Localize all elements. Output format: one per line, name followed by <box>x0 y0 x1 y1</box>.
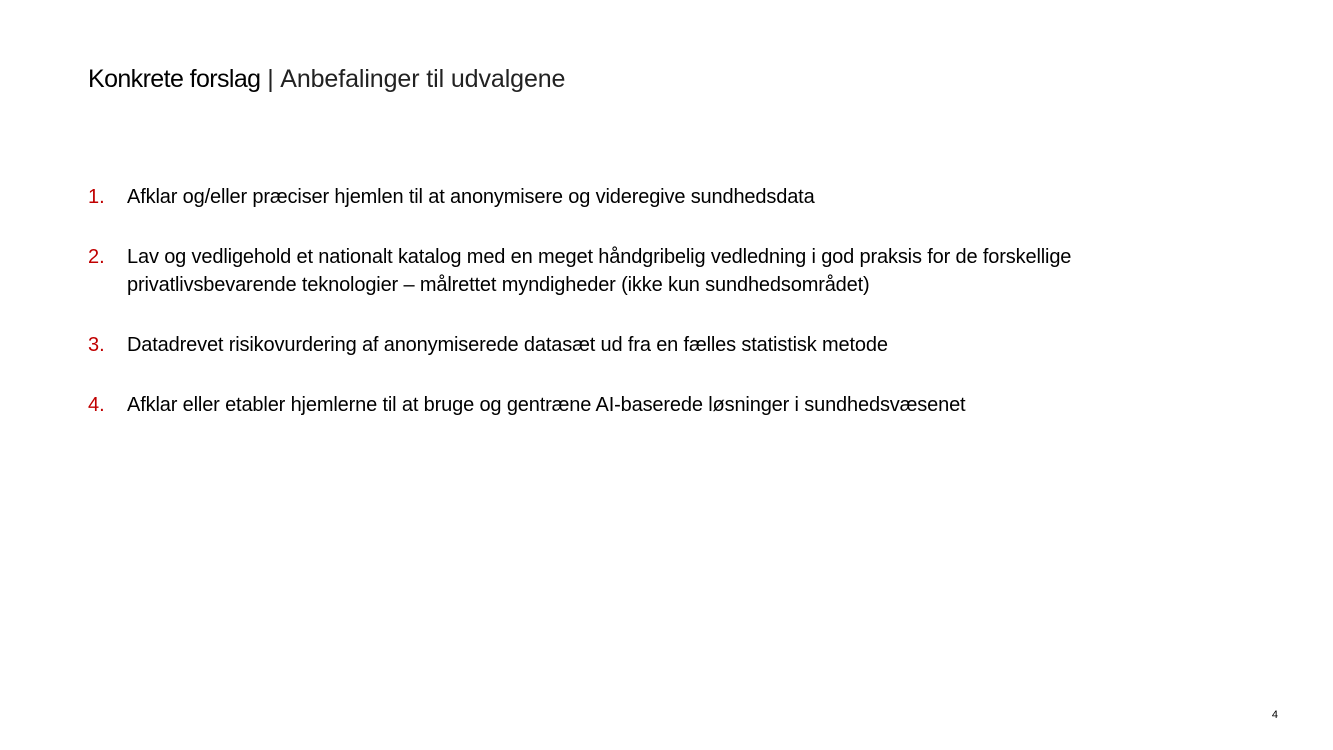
recommendation-number: 1. <box>88 186 105 208</box>
title-subtitle: Anbefalinger til udvalgene <box>280 65 566 93</box>
recommendation-number: 4. <box>88 394 105 416</box>
page-number: 4 <box>1271 709 1278 721</box>
recommendation-text: Datadrevet risikovurdering af anonymiserede datasæt ud fra en fælles statistisk metode <box>127 334 888 356</box>
title-main: Konkrete forslag <box>88 65 261 93</box>
recommendation-item <box>88 243 1148 299</box>
recommendation-number: 2. <box>88 246 105 268</box>
recommendation-item <box>88 183 1148 211</box>
recommendation-item <box>88 391 1148 419</box>
recommendation-text: Afklar eller etabler hjemlerne til at bruge og gentræne AI-baserede løsninger i sundhedsvæsenet <box>127 394 966 416</box>
recommendation-item <box>88 331 1148 359</box>
recommendation-number: 3. <box>88 334 105 356</box>
title-separator: | <box>267 65 274 93</box>
recommendation-text: Lav og vedligehold et nationalt katalog med en meget håndgribelig vedledning i god praksis for de forskellige privatlivsbevarende teknologier – målrettet myndigheder (ikke kun sundhedsområdet) <box>127 246 1072 296</box>
recommendation-list <box>88 183 1148 451</box>
slide-title <box>88 62 565 96</box>
recommendation-text: Afklar og/eller præciser hjemlen til at anonymisere og videregive sundhedsdata <box>127 186 815 208</box>
